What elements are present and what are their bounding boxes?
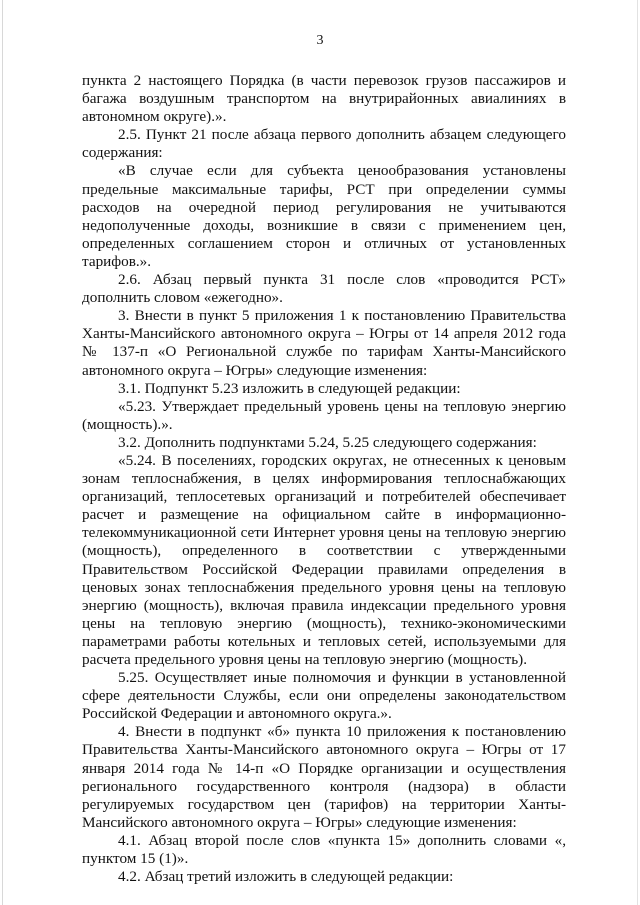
paragraph: 4. Внести в подпункт «б» пункта 10 приложения к постановлению Правительства Ханты-Мансийского автономного округа – Югры от 17 января 2014 года № 14-п «О Порядке организации и осуществления регионального государственного контроля (надзора) в области регулируемых государством цен (тарифов) на территории Ханты-Мансийского автономного округа – Югры» следующие изменения: xyxy=(82,723,566,831)
paragraph: «5.24. В поселениях, городских округах, не отнесенных к ценовым зонам теплоснабжения, в целях информирования теплоснабжающих организаций, теплосетевых организаций и потребителей обеспечивает расчет и размещение на официальном сайте в информационно-телекоммуникационной сети Интернет уровня цены на тепловую энергию (мощность), определенного в соответствии с утвержденными Правительством Российской Федерации правилами определения в ценовых зонах теплоснабжения предельного уровня цены на тепловую энергию (мощность), включая правила индексации предельного уровня цены на тепловую энергию (мощность), технико-экономическими параметрами работы котельных и тепловых сетей, используемыми для расчета предельного уровня цены на тепловую энергию (мощность). xyxy=(82,451,566,668)
paragraph: 4.1. Абзац второй после слов «пункта 15» дополнить словами «, пунктом 15 (1)». xyxy=(82,831,566,868)
scan-edge-left xyxy=(2,0,3,905)
paragraph: 2.5. Пункт 21 после абзаца первого дополнить абзацем следующего содержания: xyxy=(82,126,566,162)
paragraph: «5.23. Утверждает предельный уровень цены на тепловую энергию (мощность).». xyxy=(82,397,566,433)
paragraph: 3.1. Подпункт 5.23 изложить в следующей редакции: xyxy=(118,379,461,397)
scan-edge-right xyxy=(637,0,638,905)
paragraph: 5.25. Осуществляет иные полномочия и функции в установленной сфере деятельности Службы, если они определены законодательством Российской Федерации и автономного округа.». xyxy=(82,669,566,723)
paragraph: 2.6. Абзац первый пункта 31 после слов «проводится РСТ» дополнить словом «ежегодно». xyxy=(82,271,566,307)
paragraph: 3. Внести в пункт 5 приложения 1 к постановлению Правительства Ханты-Мансийского автономного округа – Югры от 14 апреля 2012 года № 137-п «О Региональной службе по тарифам Ханты-Мансийского автономного округа – Югры» следующие изменения: xyxy=(82,307,566,379)
paragraph: 3.2. Дополнить подпунктами 5.24, 5.25 следующего содержания: xyxy=(118,433,537,451)
document-body xyxy=(82,72,566,886)
page-number: 3 xyxy=(316,33,324,48)
paragraph: пункта 2 настоящего Порядка (в части перевозок грузов пассажиров и багажа воздушным транспортом на внутрирайонных авиалиниях в автономном округе).». xyxy=(82,72,566,126)
paragraph: 4.2. Абзац третий изложить в следующей редакции: xyxy=(118,868,454,886)
paragraph: «В случае если для субъекта ценообразования установлены предельные максимальные тарифы, РСТ при определении суммы расходов на очередной период регулирования не учитываются недополученные доходы, возникшие в связи с применением цен, определенных соглашением сторон и отличных от установленных тарифов.». xyxy=(82,162,566,270)
